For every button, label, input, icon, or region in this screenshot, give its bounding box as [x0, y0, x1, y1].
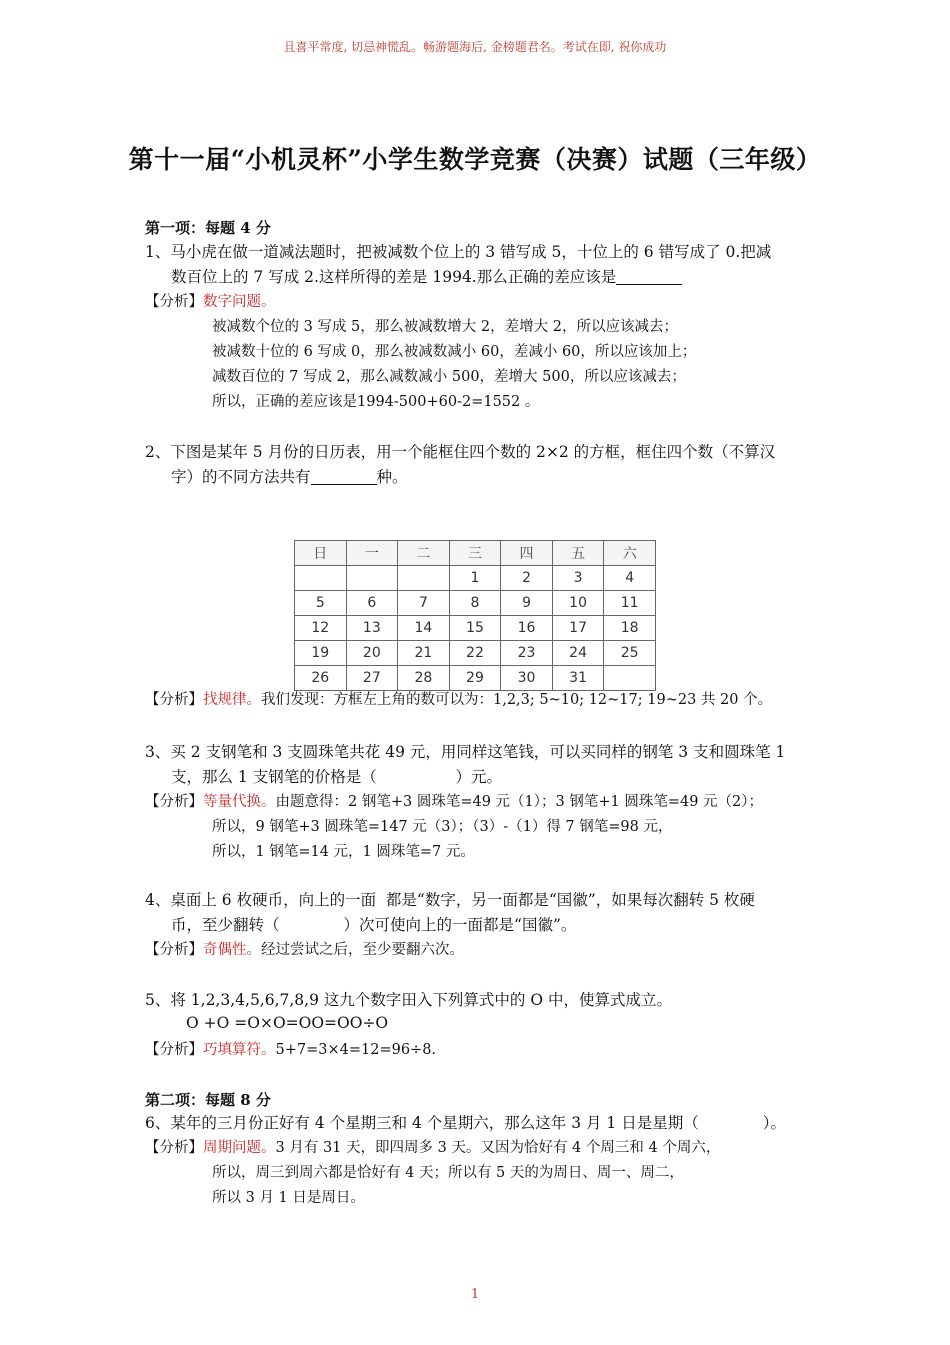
- analysis-tag: 【分析】: [145, 794, 203, 810]
- answer-blank: [616, 268, 682, 285]
- analysis-5: [145, 1038, 815, 1063]
- analysis-topic: 等量代换。: [203, 794, 276, 810]
- calendar-day-cell: 29: [449, 666, 501, 691]
- calendar-day-cell: 14: [398, 616, 450, 641]
- calendar-table: [294, 540, 656, 691]
- calendar-day-cell: 22: [449, 641, 501, 666]
- analysis-topic: 周期问题。: [203, 1140, 276, 1156]
- question-6-line1: 6、某年的三月份正好有 4 个星期三和 4 个星期六，那么这年 3 月 1 日是星期（ ）。: [145, 1114, 787, 1132]
- calendar-day-cell: 2: [501, 566, 553, 591]
- calendar-day-cell: 23: [501, 641, 553, 666]
- question-4-line1: 4、桌面上 6 枚硬币，向上的一面 都是“数字，另一面都是“国徽”，如果每次翻转 5 枚硬: [145, 891, 755, 909]
- analysis-4-text: 经过尝试之后，至少要翻六次。: [261, 942, 464, 958]
- calendar-day-cell: 5: [295, 591, 347, 616]
- analysis-topic: 数字问题。: [203, 294, 276, 310]
- calendar-day-cell: 16: [501, 616, 553, 641]
- calendar-day-cell: [295, 566, 347, 591]
- analysis-6-text: 3 月有 31 天，即四周多 3 天。又因为恰好有 4 个周三和 4 个周六，: [275, 1140, 721, 1156]
- weekday-header: 五: [552, 541, 604, 566]
- question-2-line2: 字）的不同方法共有 种。: [171, 468, 408, 486]
- analysis-6-step2: 所以，周三到周六都是恰好有 4 天；所以有 5 天的为周日、周一、周二，: [212, 1165, 684, 1181]
- calendar-day-cell: 6: [346, 591, 398, 616]
- calendar-day-cell: 26: [295, 666, 347, 691]
- calendar-day-cell: 3: [552, 566, 604, 591]
- weekday-header: 一: [346, 541, 398, 566]
- weekday-header: 二: [398, 541, 450, 566]
- analysis-3: [145, 790, 815, 815]
- calendar-day-cell: 24: [552, 641, 604, 666]
- calendar-day-cell: 10: [552, 591, 604, 616]
- question-3-line2: 支，那么 1 支钢笔的价格是（ ）元。: [171, 768, 503, 786]
- analysis-tag: 【分析】: [145, 294, 203, 310]
- analysis-5-text: 5+7=3×4=12=96÷8.: [275, 1042, 437, 1058]
- header-banner: 且喜平常度, 切忌神慌乱。畅游题海后, 金榜题君名。考试在即, 祝你成功: [283, 40, 667, 54]
- analysis-3-text: 由题意得：2 钢笔+3 圆珠笔=49 元（1）；3 钢笔+1 圆珠笔=49 元（2）；: [275, 794, 764, 810]
- calendar-day-cell: 1: [449, 566, 501, 591]
- question-1-line2: 数百位上的 7 写成 2.这样所得的差是 1994.那么正确的差应该是: [145, 265, 810, 290]
- analysis-topic: 奇偶性。: [203, 942, 261, 958]
- calendar-week-row: [295, 641, 656, 666]
- analysis-1-step1: 被减数个位的 3 写成 5，那么被减数增大 2，差增大 2，所以应该减去；: [212, 319, 678, 335]
- question-2-line1: 2、下图是某年 5 月份的日历表，用一个能框住四个数的 2×2 的方框，框住四个数（不算汉: [145, 443, 776, 461]
- analysis-3-step2: 所以，9 钢笔+3 圆珠笔=147 元（3）；（3）-（1）得 7 钢笔=98 元，: [212, 819, 673, 835]
- analysis-tag: 【分析】: [145, 1042, 203, 1058]
- analysis-tag: 【分析】: [145, 1140, 203, 1156]
- calendar-day-cell: 27: [346, 666, 398, 691]
- page-title: 第十一届“小机灵杯”小学生数学竞赛（决赛）试题（三年级）: [128, 145, 822, 174]
- analysis-1-step2: 被减数十位的 6 写成 0，那么被减数减小 60，差减小 60，所以应该加上；: [212, 344, 697, 360]
- section-heading-2: 第二项：每题 8 分: [145, 1091, 271, 1109]
- weekday-header: 四: [501, 541, 553, 566]
- analysis-topic: 巧填算符。: [203, 1042, 276, 1058]
- analysis-6-step3: 所以 3 月 1 日是周日。: [212, 1190, 365, 1206]
- calendar-day-cell: 12: [295, 616, 347, 641]
- weekday-header: 三: [449, 541, 501, 566]
- analysis-4: [145, 938, 815, 963]
- calendar-header-row: [295, 541, 656, 566]
- analysis-3-step3: 所以，1 钢笔=14 元，1 圆珠笔=7 元。: [212, 844, 475, 860]
- answer-blank: [311, 468, 377, 485]
- calendar-day-cell: 18: [604, 616, 656, 641]
- question-1: [145, 240, 810, 290]
- calendar-day-cell: 7: [398, 591, 450, 616]
- section-heading-1: 第一项：每题 4 分: [145, 219, 271, 237]
- calendar-day-cell: 13: [346, 616, 398, 641]
- calendar-day-cell: [398, 566, 450, 591]
- analysis-tag: 【分析】: [145, 942, 203, 958]
- weekday-header: 日: [295, 541, 347, 566]
- question-5-formula: O +O =O×O=OO=OO÷O: [186, 1014, 389, 1032]
- calendar-day-cell: [604, 666, 656, 691]
- analysis-topic: 找规律。: [203, 692, 261, 708]
- question-5-line1: 5、将 1,2,3,4,5,6,7,8,9 这九个数字田入下列算式中的 O 中，使算式成立。: [145, 991, 672, 1009]
- analysis-2: [145, 688, 815, 713]
- analysis-1-step3: 减数百位的 7 写成 2，那么减数减小 500，差增大 500，所以应该减去；: [212, 369, 686, 385]
- question-2: [145, 440, 810, 490]
- calendar-week-row: [295, 566, 656, 591]
- question-6: [145, 1111, 825, 1136]
- calendar-day-cell: 19: [295, 641, 347, 666]
- calendar-day-cell: 9: [501, 591, 553, 616]
- weekday-header: 六: [604, 541, 656, 566]
- calendar-day-cell: 25: [604, 641, 656, 666]
- question-5: [145, 988, 810, 1013]
- question-3: [145, 740, 810, 790]
- calendar-day-cell: 4: [604, 566, 656, 591]
- calendar-day-cell: 21: [398, 641, 450, 666]
- analysis-1: [145, 290, 815, 315]
- calendar-day-cell: 8: [449, 591, 501, 616]
- calendar-day-cell: 28: [398, 666, 450, 691]
- calendar-day-cell: 15: [449, 616, 501, 641]
- analysis-2-text: 我们发现：方框左上角的数可以为：1,2,3; 5~10; 12~17; 19~23 共 20 个。: [261, 692, 773, 708]
- question-3-line1: 3、买 2 支钢笔和 3 支圆珠笔共花 49 元，用同样这笔钱，可以买同样的钢笔 3 支和圆珠笔 1: [145, 743, 786, 761]
- page-number: 1: [470, 1287, 480, 1302]
- analysis-tag: 【分析】: [145, 692, 203, 708]
- question-1-line1: 1、马小虎在做一道减法题时，把被减数个位上的 3 错写成 5，十位上的 6 错写成了 0.把减: [145, 243, 772, 261]
- calendar-day-cell: [346, 566, 398, 591]
- calendar-day-cell: 30: [501, 666, 553, 691]
- question-4-line2: 币，至少翻转（ ）次可使向上的一面都是“国徽”。: [171, 916, 577, 934]
- calendar-week-row: [295, 591, 656, 616]
- calendar-week-row: [295, 616, 656, 641]
- analysis-1-conclusion: 所以，正确的差应该是1994-500+60-2=1552 。: [212, 394, 540, 410]
- calendar-day-cell: 31: [552, 666, 604, 691]
- calendar-week-row: [295, 666, 656, 691]
- calendar-day-cell: 11: [604, 591, 656, 616]
- calendar-day-cell: 17: [552, 616, 604, 641]
- analysis-6: [145, 1136, 815, 1161]
- question-4: [145, 888, 810, 938]
- calendar-day-cell: 20: [346, 641, 398, 666]
